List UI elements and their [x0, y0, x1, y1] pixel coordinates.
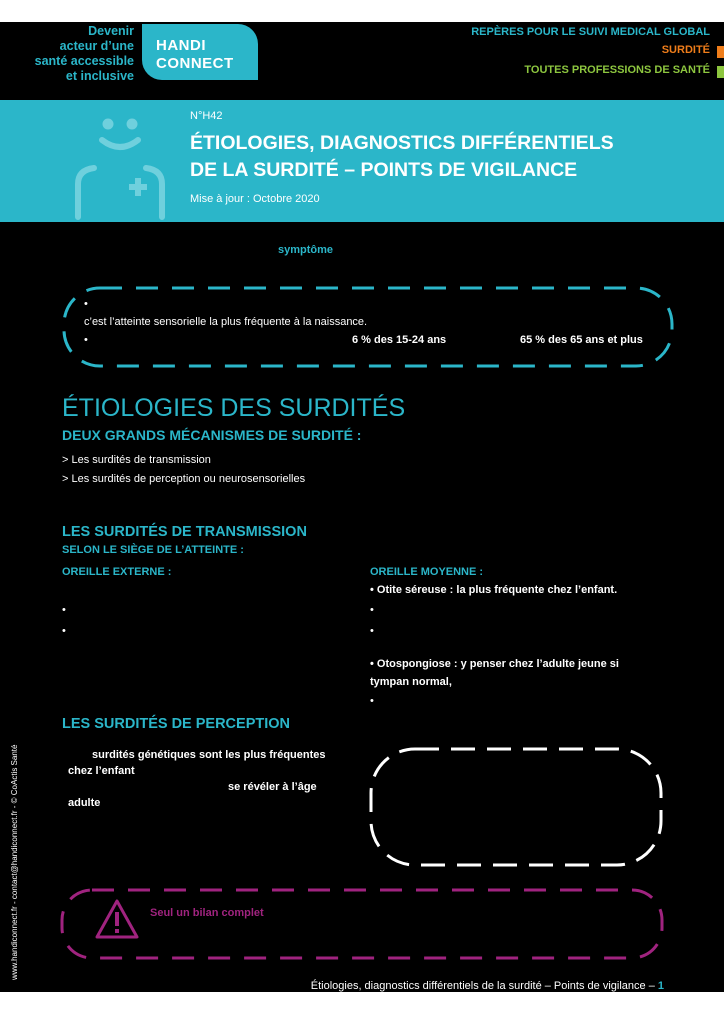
- bullet: •: [370, 695, 374, 707]
- logo-line2: CONNECT: [156, 55, 234, 72]
- middle-ear-item: tympan normal,: [370, 676, 452, 688]
- bullet: •: [370, 625, 374, 637]
- category-professions: TOUTES PROFESSIONS DE SANTÉ: [524, 64, 710, 76]
- symptom-label: symptôme: [278, 244, 334, 256]
- category-global: REPÈRES POUR LE SUIVI MEDICAL GLOBAL: [471, 26, 710, 38]
- side-credits: www.handiconnect.fr - contact@handiconnect.fr - © CoActis Santé: [10, 744, 19, 980]
- outer-ear-heading: OREILLE EXTERNE :: [62, 566, 172, 578]
- tagline: Devenir acteur d’une santé accessible et inclusive: [34, 24, 134, 83]
- perception-text: adulte: [68, 797, 101, 809]
- middle-ear-item: • Otospongiose : y penser chez l’adulte jeune si: [370, 658, 619, 670]
- bullet: •: [84, 334, 88, 346]
- bullet: •: [370, 604, 374, 616]
- document-page: [0, 22, 724, 992]
- perception-dashed-frame: [366, 744, 666, 870]
- stat-65-plus: 65 % des 65 ans et plus: [520, 334, 643, 346]
- stats-line1: c’est l’atteinte sensorielle la plus fréquente à la naissance.: [84, 316, 368, 328]
- page-number: 1: [657, 980, 664, 992]
- category-surdite: SURDITÉ: [661, 44, 710, 56]
- category-color-bar: [717, 66, 724, 78]
- bullet: •: [62, 604, 66, 616]
- perception-text: se révéler à l’âge: [228, 781, 317, 793]
- page-title: ÉTIOLOGIES, DIAGNOSTICS DIFFÉRENTIELS DE LA SURDITÉ – POINTS DE VIGILANCE: [190, 132, 614, 181]
- middle-ear-heading: OREILLE MOYENNE :: [370, 566, 484, 578]
- warning-icon: [94, 898, 140, 940]
- perception-text: surdités génétiques sont les plus fréquentes: [92, 749, 326, 761]
- section-subtitle-mechanisms: DEUX GRANDS MÉCANISMES DE SURDITÉ :: [62, 427, 362, 443]
- perception-text: chez l’enfant: [68, 765, 135, 777]
- category-color-bar: [717, 46, 724, 58]
- warning-dashed-frame: [58, 886, 666, 962]
- bullet: •: [84, 298, 88, 310]
- middle-ear-item: • Otite séreuse : la plus fréquente chez l’enfant.: [370, 584, 618, 596]
- warning-text: Seul un bilan complet: [150, 907, 264, 919]
- update-date: Mise à jour : Octobre 2020: [190, 193, 320, 205]
- section-subtitle-site: SELON LE SIÈGE DE L’ATTEINTE :: [62, 544, 244, 556]
- title-banner: [0, 100, 724, 222]
- stat-15-24: 6 % des 15-24 ans: [352, 334, 447, 346]
- health-professional-icon: [70, 112, 170, 222]
- list-item: > Les surdités de perception ou neurosensorielles: [62, 473, 306, 485]
- section-title-perception: LES SURDITÉS DE PERCEPTION: [62, 716, 291, 732]
- section-title-transmission: LES SURDITÉS DE TRANSMISSION: [62, 524, 307, 540]
- footer-text: Étiologies, diagnostics différentiels de la surdité – Points de vigilance – 1: [310, 980, 664, 992]
- bullet: •: [62, 625, 66, 637]
- document-code: N°H42: [190, 110, 223, 122]
- list-item: > Les surdités de transmission: [62, 454, 211, 466]
- handiconnect-logo: [142, 24, 258, 80]
- section-title-etiologies: ÉTIOLOGIES DES SURDITÉS: [62, 394, 406, 422]
- logo-line1: HANDI: [156, 37, 206, 54]
